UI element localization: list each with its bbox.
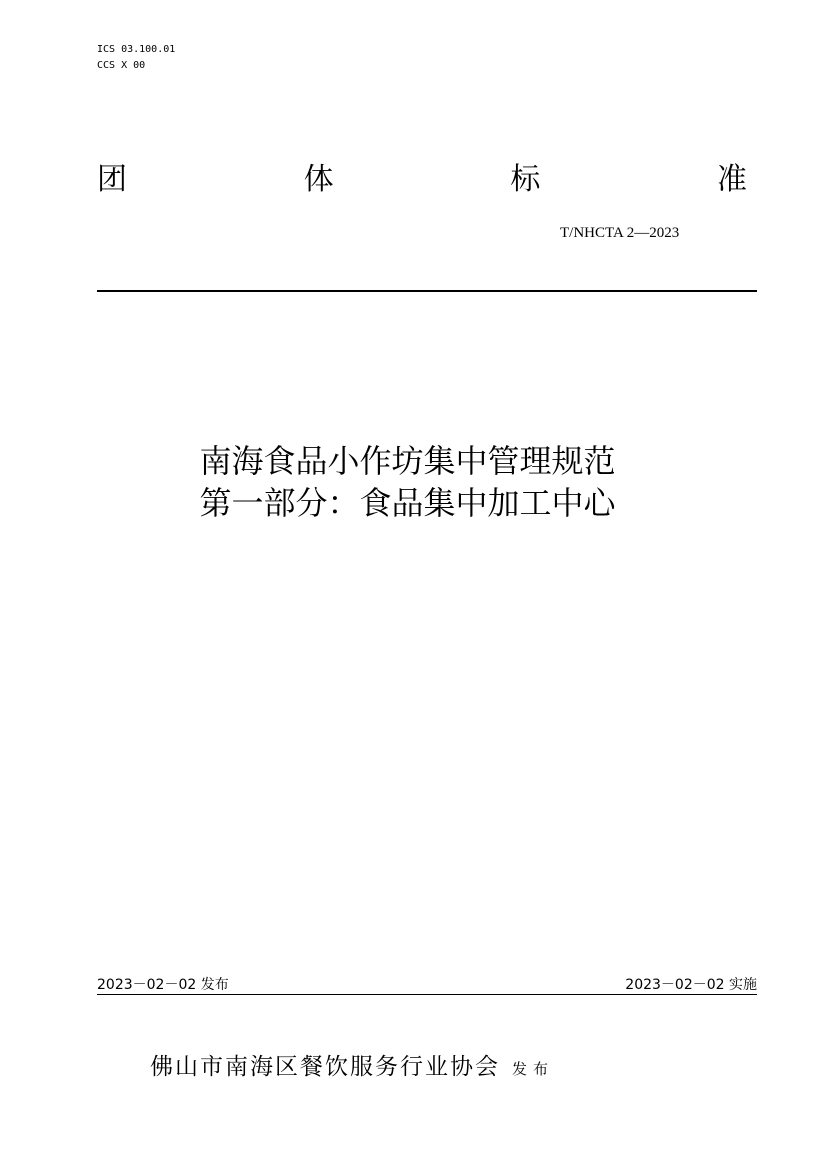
title-line-1: 南海食品小作坊集中管理规范 <box>199 442 616 480</box>
document-title <box>0 440 815 524</box>
date-row <box>97 976 757 994</box>
standard-type-heading <box>97 160 747 200</box>
classification-codes <box>97 42 175 74</box>
ics-code: ICS 03.100.01 <box>97 44 176 55</box>
top-divider <box>97 290 757 292</box>
publisher-line <box>150 1052 554 1082</box>
release-date: 2023－02－02 发布 <box>97 977 229 993</box>
publisher-organization: 佛山市南海区餐饮服务行业协会 <box>150 1054 500 1080</box>
title-line-2: 第一部分：食品集中加工中心 <box>199 484 616 522</box>
publish-label: 发布 <box>512 1060 555 1078</box>
standard-number: T/NHCTA 2—2023 <box>560 225 680 241</box>
standard-type-char-4: 准 <box>716 162 747 197</box>
standard-type-char-2: 体 <box>303 162 334 197</box>
standard-type-char-3: 标 <box>510 162 541 197</box>
bottom-divider <box>97 994 757 995</box>
implementation-date: 2023－02－02 实施 <box>625 977 757 993</box>
ccs-code: CCS X 00 <box>97 60 146 71</box>
standard-type-char-1: 团 <box>97 162 127 197</box>
